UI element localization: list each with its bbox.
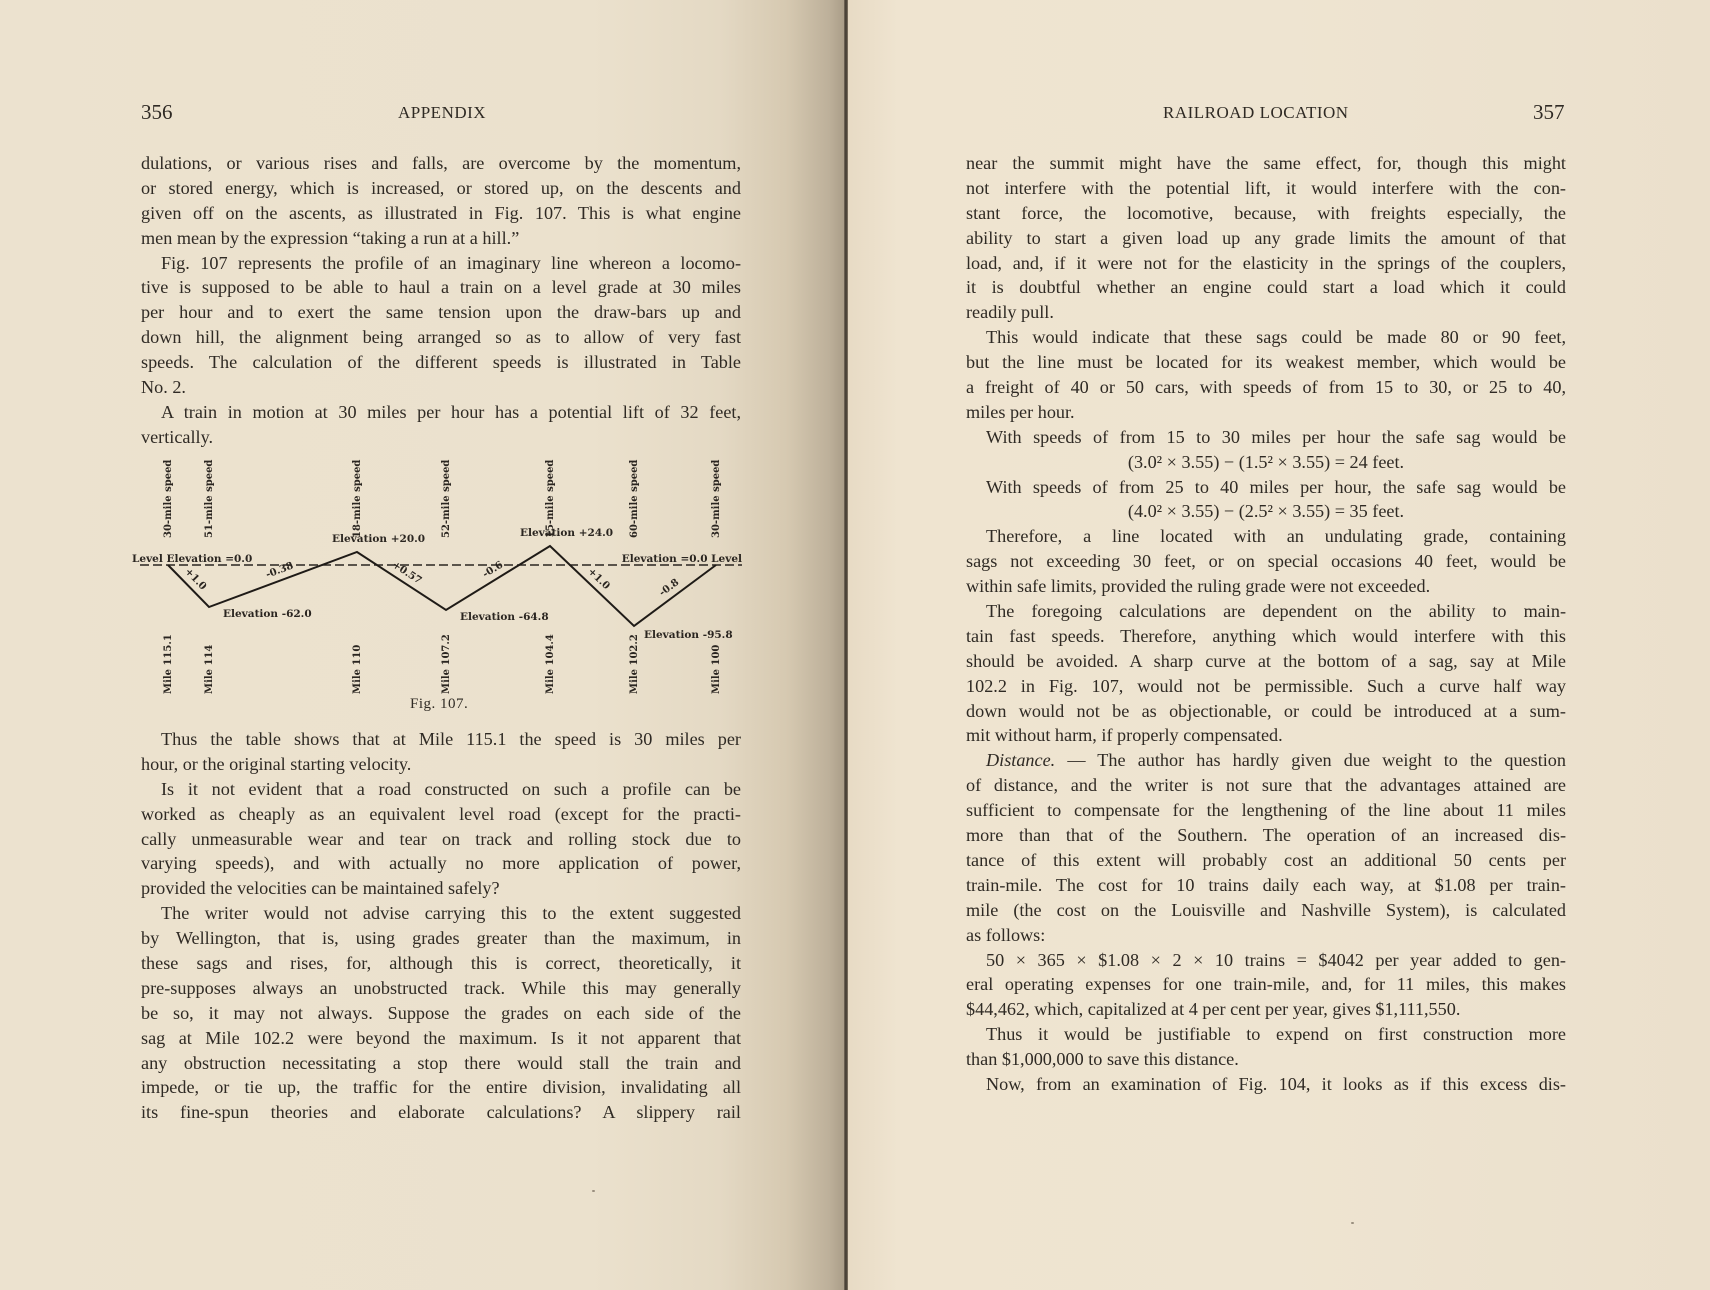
speed-label: 52-mile speed <box>441 459 452 538</box>
text-line-content: (3.0² × 3.55) − (1.5² × 3.55) = 24 feet. <box>1127 451 1405 472</box>
text-line <box>966 748 1566 773</box>
text-line <box>141 300 741 325</box>
text-line <box>141 226 741 251</box>
text-line <box>966 674 1566 699</box>
text-line-content: provided the velocities can be maintained safely? <box>141 878 500 899</box>
text-line-content: it is doubtful whether an engine could start a load which it could <box>966 277 1566 298</box>
text-line-content: (4.0² × 3.55) − (2.5² × 3.55) = 35 feet. <box>1127 501 1405 522</box>
text-line <box>141 876 741 901</box>
text-line-content: near the summit might have the same effect, for, though this might <box>966 153 1566 173</box>
text-line-content: sags not exceeding 30 feet, or on special occasions 40 feet, would be <box>966 551 1566 572</box>
text-line-content: tain fast speeds. Therefore, anything which would interfere with this <box>966 625 1566 646</box>
text-line-content: varying speeds), and with actually no more application of power, <box>141 853 741 874</box>
text-line-content: This would indicate that these sags could be made 80 or 90 feet, <box>986 327 1566 348</box>
running-head-right: RAILROAD LOCATION <box>1163 103 1349 122</box>
speed-label: 51-mile speed <box>204 459 215 538</box>
mile-label: Mile 104.4 <box>545 634 556 694</box>
text-line <box>141 1051 741 1076</box>
speed-label: 60-mile speed <box>629 459 640 538</box>
text-line-content: readily pull. <box>966 302 1054 323</box>
page-number-left: 356 <box>141 100 173 124</box>
text-line-content: Thus it would be justifiable to expend on first construction more <box>986 1024 1566 1045</box>
text-line <box>966 873 1566 898</box>
speed-label: 18-mile speed <box>352 459 363 538</box>
text-line-content: men mean by the expression “taking a run at a hill.” <box>141 227 520 248</box>
text-line <box>141 1075 741 1100</box>
paper-speck <box>1351 1222 1354 1224</box>
text-line-content: train-mile. The cost for 10 trains daily each way, at $1.08 per train- <box>966 874 1566 895</box>
text-line-content: or stored energy, which is increased, or stored up, on the descents and <box>141 177 741 198</box>
book-gutter <box>844 0 848 1290</box>
text-line <box>141 802 741 827</box>
text-line <box>141 1001 741 1026</box>
speed-label: 15-mile speed <box>545 459 556 538</box>
text-line-content: than $1,000,000 to save this distance. <box>966 1049 1239 1070</box>
text-line-content: 50 × 365 × $1.08 × 2 × 10 trains = $4042 per year added to gen- <box>986 949 1566 970</box>
elevation-label: Elevation -64.8 <box>460 611 549 623</box>
text-line <box>966 624 1566 649</box>
level-label-right: Elevation =0.0 Level <box>621 553 742 565</box>
text-line <box>966 450 1566 475</box>
text-line <box>966 400 1566 425</box>
text-line <box>966 574 1566 599</box>
page-number-right: 357 <box>1533 100 1565 124</box>
text-line-content: With speeds of from 15 to 30 miles per hour the safe sag would be <box>986 426 1566 447</box>
elevation-label: Elevation -62.0 <box>223 608 312 620</box>
text-line <box>141 752 741 777</box>
text-line <box>966 549 1566 574</box>
level-label-left: Level Elevation =0.0 <box>132 553 253 565</box>
elevation-label: Elevation +20.0 <box>332 533 426 545</box>
text-line-content: within safe limits, provided the ruling grade were not exceeded. <box>966 576 1431 597</box>
text-line-content: tance of this extent will probably cost an additional 50 cents per <box>966 849 1566 870</box>
text-line <box>141 1026 741 1051</box>
elevation-label: Elevation -95.8 <box>644 629 733 641</box>
text-line <box>141 275 741 300</box>
text-line-content: pre-supposes always an unobstructed track. While this may generally <box>141 977 741 998</box>
speed-label: 30-mile speed <box>711 459 722 538</box>
text-line-content: A train in motion at 30 miles per hour has a potential lift of 32 feet, <box>161 401 741 422</box>
mile-label: Mile 107.2 <box>441 634 452 694</box>
text-line <box>966 997 1566 1022</box>
text-line <box>141 901 741 926</box>
left-body-bottom <box>141 727 741 1125</box>
profile-diagram <box>130 450 750 710</box>
grade-label: -0.6 <box>480 559 506 581</box>
text-line <box>966 226 1566 251</box>
text-line-content: vertically. <box>141 426 214 447</box>
text-line-content: cally unmeasurable wear and tear on track and rolling stock due to <box>141 828 741 849</box>
speed-label: 30-mile speed <box>163 459 174 538</box>
text-line-content: ability to start a given load up any grade limits the amount of that <box>966 227 1566 248</box>
text-line-content: mit without harm, if properly compensated. <box>966 725 1283 746</box>
text-line <box>966 350 1566 375</box>
text-line-content: With speeds of from 25 to 40 miles per hour, the safe sag would be <box>986 476 1566 497</box>
text-line-content: Therefore, a line located with an undulating grade, containing <box>986 526 1566 547</box>
grade-label: -0.8 <box>657 577 682 599</box>
grade-label: +0.57 <box>389 559 424 587</box>
text-line-content: miles per hour. <box>966 401 1075 422</box>
text-line-content: down would not be as objectionable, or could be introduced at a sum- <box>966 700 1566 721</box>
text-line-content: by Wellington, that is, using grades greater than the maximum, in <box>141 928 741 949</box>
text-line <box>966 599 1566 624</box>
text-line <box>966 176 1566 201</box>
text-line <box>966 151 1566 176</box>
mile-label: Mile 102.2 <box>629 634 640 694</box>
text-line <box>141 251 741 276</box>
text-line-content: stant force, the locomotive, because, with freights especially, the <box>966 202 1566 223</box>
text-line <box>966 723 1566 748</box>
text-line-content: per hour and to exert the same tension upon the draw-bars up and <box>141 302 741 323</box>
text-line <box>141 375 741 400</box>
text-line-content: sufficient to compensate for the lengthening of the line about 11 miles <box>966 800 1566 821</box>
left-page <box>0 0 846 1290</box>
text-line <box>966 823 1566 848</box>
text-line <box>966 773 1566 798</box>
text-line-content: Thus the table shows that at Mile 115.1 the speed is 30 miles per <box>161 729 741 749</box>
paper-speck <box>592 1190 595 1192</box>
text-line <box>966 923 1566 948</box>
right-body <box>966 151 1566 1097</box>
text-line <box>966 499 1566 524</box>
text-line-content: The foregoing calculations are dependent on the ability to main- <box>986 601 1566 622</box>
text-line <box>141 151 741 176</box>
text-line <box>966 798 1566 823</box>
elevation-label: Elevation +24.0 <box>520 527 614 539</box>
figure-107-profile <box>130 450 750 720</box>
text-line <box>966 275 1566 300</box>
text-line <box>141 851 741 876</box>
text-line <box>966 1022 1566 1047</box>
section-run-in-heading: Distance. <box>986 750 1068 771</box>
text-line <box>966 201 1566 226</box>
text-line <box>141 325 741 350</box>
text-line-content: load, and, if it were not for the elasticity in the springs of the couplers, <box>966 252 1566 273</box>
text-line <box>141 777 741 802</box>
text-line <box>966 948 1566 973</box>
text-line-content: hour, or the original starting velocity. <box>141 753 412 774</box>
text-line-content: dulations, or various rises and falls, are overcome by the momentum, <box>141 153 741 173</box>
text-line-content: not interfere with the potential lift, it would interfere with the con- <box>966 177 1566 198</box>
left-body-top <box>141 151 741 450</box>
text-line-content: down hill, the alignment being arranged so as to allow of very fast <box>141 327 741 348</box>
text-line-content: should be avoided. A sharp curve at the bottom of a sag, say at Mile <box>966 650 1566 671</box>
text-line <box>141 951 741 976</box>
mile-label: Mile 115.1 <box>163 634 174 694</box>
text-line-content: its fine-spun theories and elaborate calculations? A slippery rail <box>141 1102 741 1123</box>
text-line <box>966 972 1566 997</box>
text-line-content: The writer would not advise carrying this to the extent suggested <box>161 903 741 924</box>
text-line-content: as follows: <box>966 924 1046 945</box>
figure-caption: Fig. 107. <box>410 696 469 712</box>
text-line <box>966 898 1566 923</box>
text-line <box>966 425 1566 450</box>
text-line <box>966 699 1566 724</box>
text-line-content: be so, it may not always. Suppose the grades on each side of the <box>141 1002 741 1023</box>
text-line <box>966 375 1566 400</box>
text-line-content: eral operating expenses for one train-mile, and, for 11 miles, this makes <box>966 974 1566 995</box>
text-line <box>141 201 741 226</box>
text-line <box>141 350 741 375</box>
text-line <box>966 325 1566 350</box>
text-line <box>966 649 1566 674</box>
text-line-content: $44,462, which, capitalized at 4 per cent per year, gives $1,111,550. <box>966 999 1461 1020</box>
text-line-content: — The author has hardly given due weight to the question <box>1067 750 1566 771</box>
text-line-content: 102.2 in Fig. 107, would not be permissible. Such a curve half way <box>966 675 1566 696</box>
text-line <box>966 1072 1566 1097</box>
grade-label: -0.38 <box>264 560 295 581</box>
text-line-content: No. 2. <box>141 377 186 398</box>
text-line-content: these sags and rises, for, although this is correct, theoretically, it <box>141 953 741 974</box>
text-line-content: speeds. The calculation of the different speeds is illustrated in Table <box>141 352 741 373</box>
text-line <box>141 176 741 201</box>
text-line <box>141 827 741 852</box>
text-line-content: but the line must be located for its weakest member, which would be <box>966 352 1566 373</box>
text-line-content: worked as cheaply as an equivalent level road (except for the practi- <box>141 803 741 824</box>
text-line-content: impede, or tie up, the traffic for the entire division, invalidating all <box>141 1077 741 1098</box>
text-line <box>141 400 741 425</box>
text-line <box>141 1100 741 1125</box>
text-line <box>966 524 1566 549</box>
text-line-content: sag at Mile 102.2 were beyond the maximum. Is it not apparent that <box>141 1027 741 1048</box>
running-head-left: APPENDIX <box>398 103 487 122</box>
text-line-content: mile (the cost on the Louisville and Nashville System), is calculated <box>966 899 1566 920</box>
mile-label: Mile 110 <box>352 644 363 694</box>
grade-label: +1.0 <box>585 566 612 592</box>
text-line <box>141 926 741 951</box>
text-line <box>141 727 741 752</box>
text-line-content: given off on the ascents, as illustrated in Fig. 107. This is what engine <box>141 202 741 223</box>
text-line <box>966 1047 1566 1072</box>
text-line-content: of distance, and the writer is not sure that the advantages attained are <box>966 775 1566 796</box>
mile-label: Mile 114 <box>204 644 215 694</box>
right-page <box>846 0 1710 1290</box>
text-line <box>966 848 1566 873</box>
text-line-content: tive is supposed to be able to haul a train on a level grade at 30 miles <box>141 277 741 298</box>
text-line <box>966 251 1566 276</box>
text-line-content: Fig. 107 represents the profile of an imaginary line whereon a locomo- <box>161 252 741 273</box>
text-line <box>966 300 1566 325</box>
text-line-content: a freight of 40 or 50 cars, with speeds of from 15 to 30, or 25 to 40, <box>966 377 1566 398</box>
mile-label: Mile 100 <box>711 644 722 694</box>
text-line-content: more than that of the Southern. The operation of an increased dis- <box>966 825 1566 846</box>
text-line-content: any obstruction necessitating a stop there would stall the train and <box>141 1052 741 1073</box>
text-line <box>141 976 741 1001</box>
text-line-content: Now, from an examination of Fig. 104, it looks as if this excess dis- <box>986 1073 1566 1094</box>
text-line <box>141 425 741 450</box>
grade-label: +1.0 <box>182 566 209 593</box>
text-line-content: Is it not evident that a road constructed on such a profile can be <box>161 778 741 799</box>
text-line <box>966 475 1566 500</box>
